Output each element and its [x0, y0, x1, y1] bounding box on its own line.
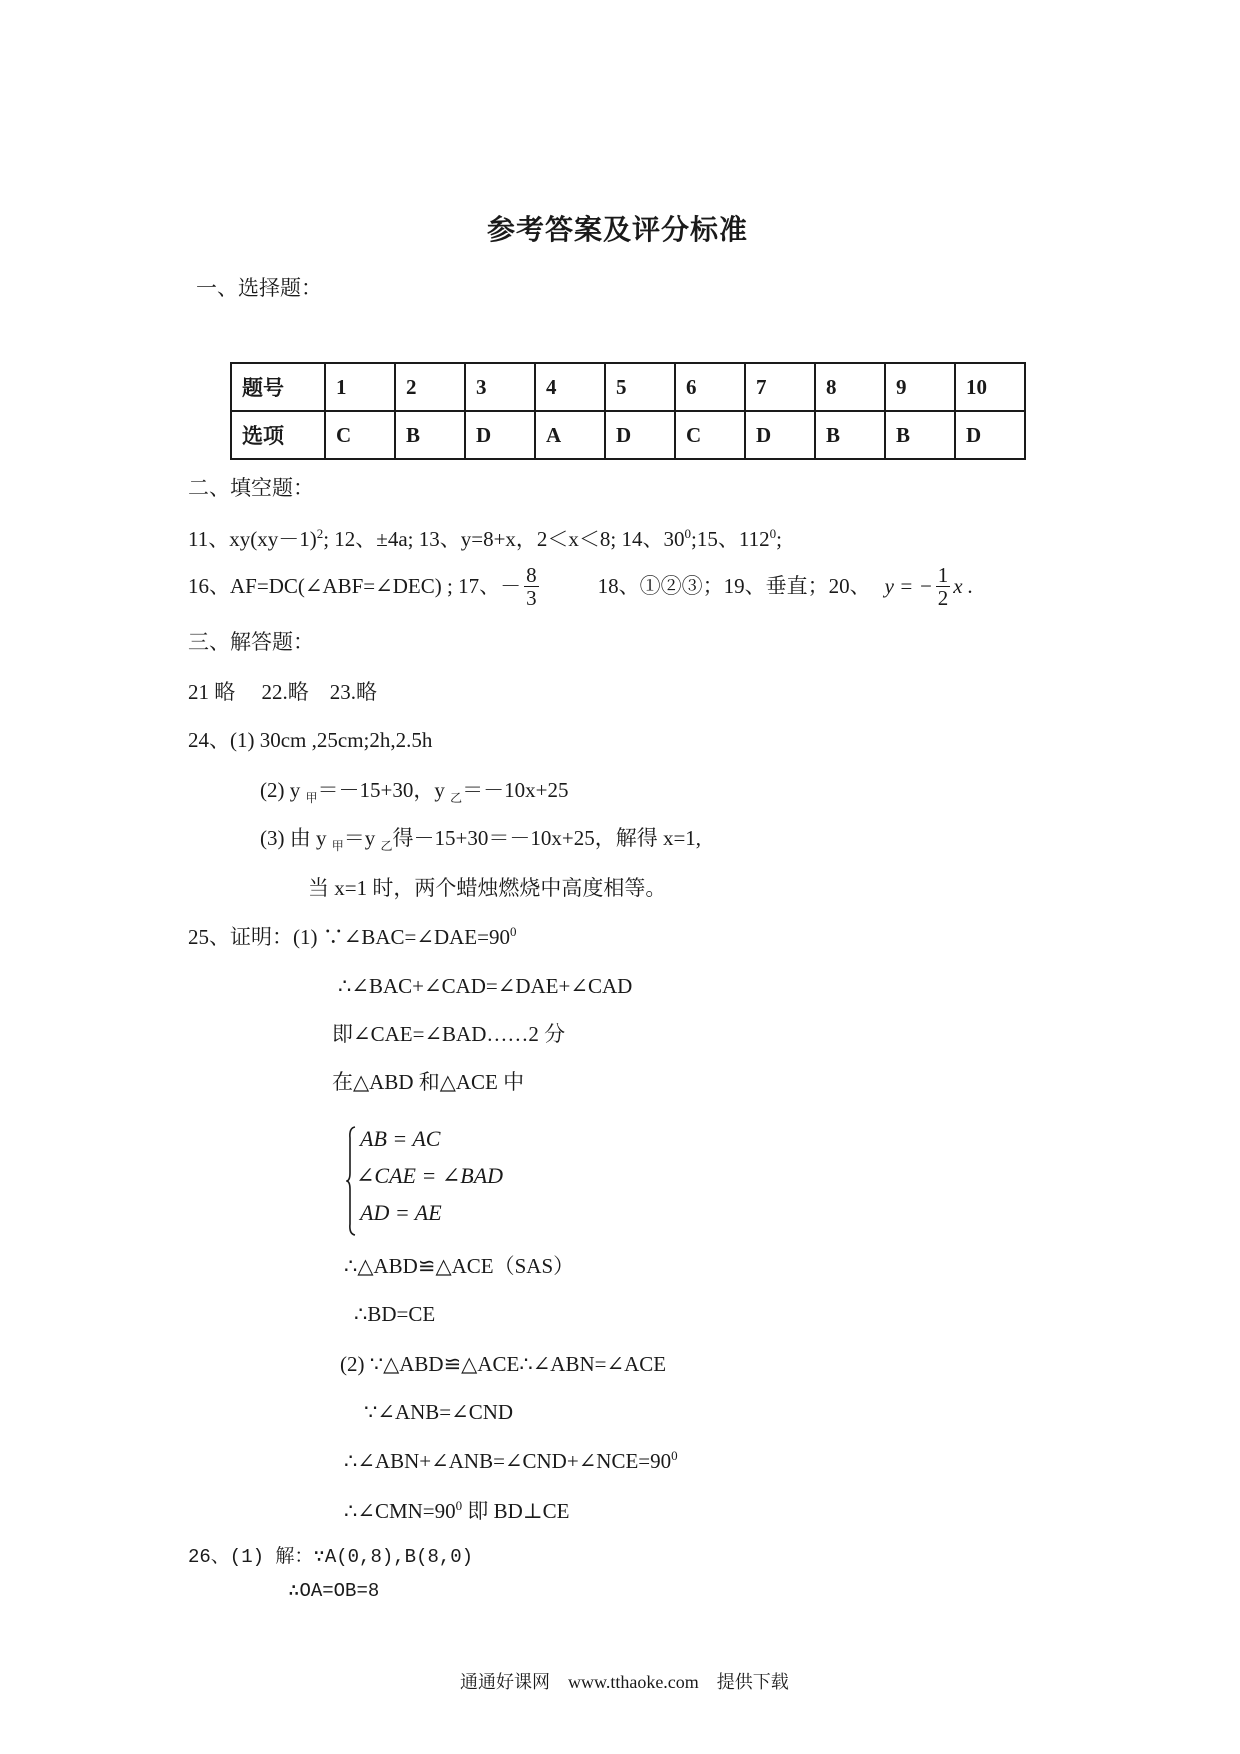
answer-cell: D: [955, 411, 1025, 459]
subscript: 甲: [331, 839, 344, 854]
fill-text: 16、AF=DC(∠ABF=∠DEC) ; 17、－: [188, 574, 522, 599]
answer-25-line6: ∴BD=CE: [354, 1302, 436, 1326]
answer-25-line3: 即∠CAE=∠BAD……2 分: [332, 1022, 566, 1046]
answer-25-line8: ∵∠ANB=∠CND: [364, 1400, 514, 1424]
fill-text: ; 12、±4a; 13、y=8+x，2＜x＜8; 14、30: [323, 527, 685, 551]
exponent: 0: [509, 924, 517, 939]
question-number-cell: 3: [465, 363, 535, 411]
subscript: 乙: [380, 839, 393, 854]
line-text: ＝－10x+25: [462, 778, 569, 802]
line-text: (2) y: [260, 778, 306, 802]
question-number-cell: 7: [745, 363, 815, 411]
fill-text: ;15、112: [691, 527, 770, 551]
fraction-numerator: 1: [937, 563, 949, 587]
answer-cell: D: [745, 411, 815, 459]
question-number-cell: 9: [885, 363, 955, 411]
answer-24-line1: 24、(1) 30cm ,25cm;2h,2.5h: [188, 728, 433, 752]
answer-25-line4: 在△ABD 和△ACE 中: [332, 1070, 525, 1094]
answer-cell: B: [885, 411, 955, 459]
question-number-cell: 2: [395, 363, 465, 411]
table-header-cell: 题号: [231, 363, 325, 411]
answer-24-line3: [260, 826, 701, 854]
fill-text: ;: [776, 527, 782, 551]
question-number-cell: 8: [815, 363, 885, 411]
question-number-cell: 10: [955, 363, 1025, 411]
answer-table: [230, 362, 1026, 460]
fraction-denominator: 2: [937, 586, 949, 611]
exponent: 0: [671, 1448, 678, 1463]
subscript: 甲: [305, 791, 318, 806]
answer-21-23: 21 略 22.略 23.略: [188, 680, 377, 704]
answer-cell: B: [395, 411, 465, 459]
exponent: 2: [316, 526, 324, 541]
answer-cell: B: [815, 411, 885, 459]
section-heading-solve: 三、解答题：: [188, 630, 314, 654]
question-number-cell: 4: [535, 363, 605, 411]
page-title: 参考答案及评分标准: [487, 215, 749, 246]
answer-25-line2: ∴∠BAC+∠CAD=∠DAE+∠CAD: [338, 974, 633, 998]
answer-cell: C: [325, 411, 395, 459]
table-row: [231, 411, 1025, 459]
answer-26-line2: ∴OA=OB=8: [288, 1580, 380, 1602]
exponent: 0: [684, 526, 692, 541]
answer-24-line4: 当 x=1 时，两个蜡烛燃烧中高度相等。: [308, 876, 667, 900]
line-text: 即 BD⊥CE: [462, 1499, 570, 1523]
equation-text: x .: [953, 574, 974, 599]
fraction-denominator: 3: [526, 586, 537, 611]
answer-25-line10: [344, 1498, 569, 1524]
line-text: ∴∠CMN=90: [344, 1499, 456, 1523]
fill-text: 18、①②③；19、垂直；20、: [597, 574, 871, 599]
system-equation-2: ∠CAE = ∠BAD: [356, 1163, 504, 1188]
question-number-cell: 6: [675, 363, 745, 411]
line-text: 得－15+30＝－10x+25，解得 x=1,: [392, 826, 702, 850]
answer-cell: C: [675, 411, 745, 459]
line-text: 25、证明：(1) ∵∠BAC=∠DAE=90: [188, 925, 510, 949]
table-row: [231, 363, 1025, 411]
answer-26-line1: 26、(1) 解：∵A(0,8),B(8,0): [188, 1546, 474, 1568]
system-equation-1: AB = AC: [360, 1126, 441, 1151]
exponent: 0: [769, 526, 777, 541]
answer-25-line1: [188, 924, 516, 950]
answer-cell: D: [465, 411, 535, 459]
subscript: 乙: [450, 791, 463, 806]
fraction-20: [936, 564, 951, 609]
table-header-cell: 选项: [231, 411, 325, 459]
question-number-cell: 1: [325, 363, 395, 411]
fraction-numerator: 8: [526, 563, 537, 587]
answer-25-line9: [344, 1448, 678, 1474]
answer-cell: A: [535, 411, 605, 459]
answer-cell: D: [605, 411, 675, 459]
fill-line-11: [188, 526, 782, 552]
question-number-cell: 5: [605, 363, 675, 411]
section-heading-fill: 二、填空题：: [188, 476, 314, 500]
line-text: ＝y: [343, 826, 381, 850]
answer-25-line7: (2) ∵△ABD≌△ACE∴∠ABN=∠ACE: [340, 1352, 667, 1376]
line-text: ＝－15+30，y: [317, 778, 451, 802]
fraction-17: [524, 564, 539, 609]
system-equation-3: AD = AE: [360, 1200, 442, 1225]
exponent: 0: [455, 1498, 463, 1513]
equation-text: y = −: [884, 574, 933, 599]
section-heading-choice: 一、选择题：: [196, 276, 322, 300]
line-text: (3) 由 y: [260, 826, 332, 850]
answer-25-line5: ∴△ABD≌△ACE（SAS）: [344, 1254, 575, 1278]
system-brace: [346, 1126, 356, 1236]
fill-line-16: [188, 564, 973, 609]
answer-24-line2: [260, 778, 568, 806]
fill-text: 11、xy(xy－1): [188, 527, 317, 551]
line-text: ∴∠ABN+∠ANB=∠CND+∠NCE=90: [344, 1449, 672, 1473]
footer: 通通好课网 www.tthaoke.com 提供下载: [460, 1672, 789, 1692]
